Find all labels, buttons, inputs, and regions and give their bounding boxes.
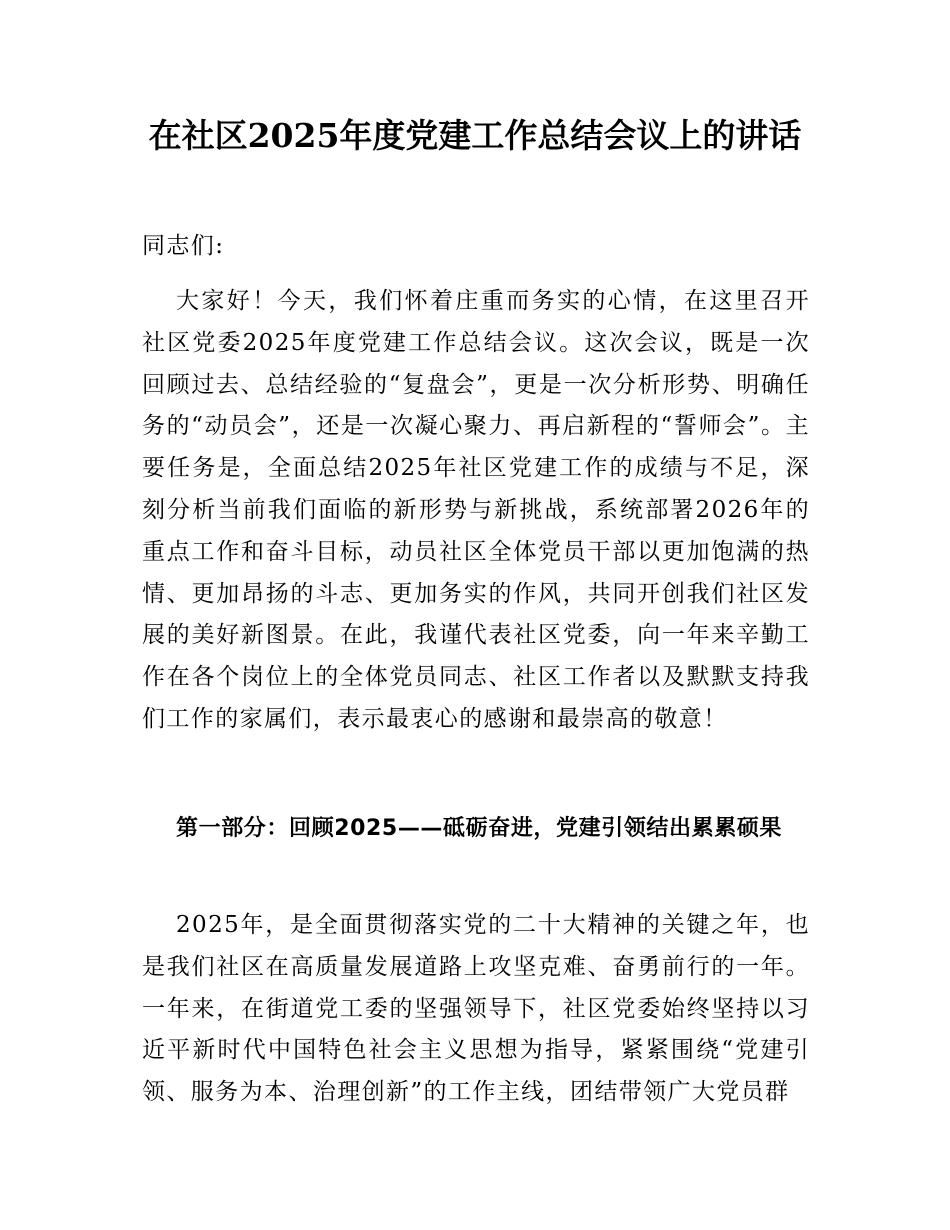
body-paragraph-1: 大家好！今天，我们怀着庄重而务实的心情，在这里召开社区党委2025年度党建工作总结会议。这次会议，既是一次回顾过去、总结经验的“复盘会”，更是一次分析形势、明确任务的“动员会”，还是一次凝心聚力、再启新程的“誓师会”。主要任务是，全面总结2025年社区党建工作的成绩与不足，深刻分析当前我们面临的新形势与新挑战，系统部署2026年的重点工作和奋斗目标，动员社区全体党员干部以更加饱满的热情、更加昂扬的斗志、更加务实的作风，共同开创我们社区发展的美好新图景。在此，我谨代表社区党委，向一年来辛勤工作在各个岗位上的全体党员同志、社区工作者以及默默支持我们工作的家属们，表示最衷心的感谢和最崇高的敬意！ xyxy=(142,288,810,732)
section-heading: 第一部分：回顾2025——砥砺奋进，党建引领结出累累硕果 xyxy=(176,816,783,841)
salutation: 同志们: xyxy=(142,233,225,259)
body-paragraph-2: 2025年，是全面贯彻落实党的二十大精神的关键之年，也是我们社区在高质量发展道路上攻坚克难、奋勇前行的一年。一年来，在街道党工委的坚强领导下，社区党委始终坚持以习近平新时代中国特色社会主义思想为指导，紧紧围绕“党建引领、服务为本、治理创新”的工作主线，团结带领广大党员群 xyxy=(142,912,810,1106)
document-title: 在社区2025年度党建工作总结会议上的讲话 xyxy=(148,116,802,155)
